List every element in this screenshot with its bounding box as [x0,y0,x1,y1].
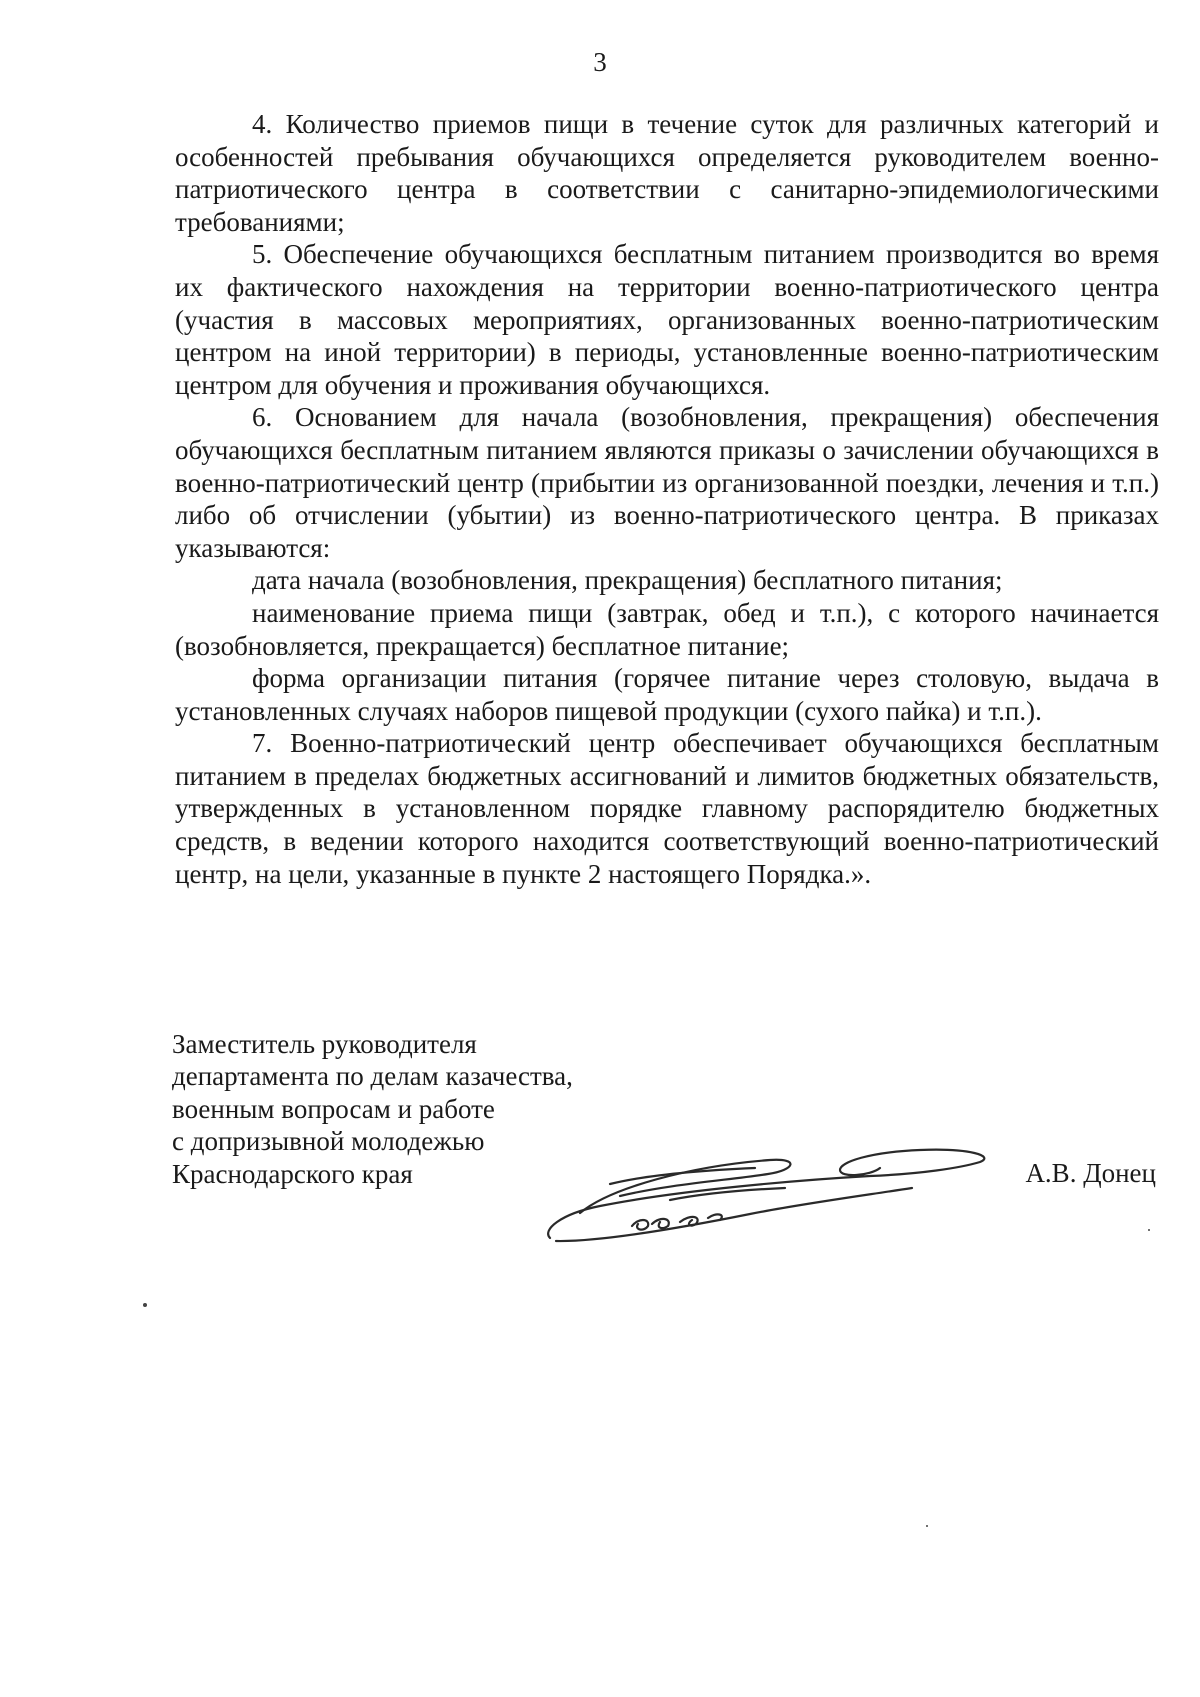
paragraph-order-meal-form: форма организации питания (горячее питание через столовую, выдача в установленных случаях наборов пищевой продукции (сухого пайка) и т.п.). [175,663,1159,726]
paragraph-item-7: 7. Военно-патриотический центр обеспечивает обучающихся бесплатным питанием в пределах бюджетных ассигнований и лимитов бюджетных обязательств, утвержденных в установленном порядке главному распорядителю бюджетных средств, в ведении которого находится соответствующий военно-патриотический центр, на цели, указанные в пункте 2 настоящего Порядка.». [175,728,1159,889]
signatory-position-line: департамента по делам казачества, [172,1061,573,1092]
scan-speck [143,1303,147,1307]
signatory-name: А.В. Донец [1025,1158,1156,1188]
signatory-position-line: Заместитель руководителя [172,1029,477,1059]
paragraph-item-5: 5. Обеспечение обучающихся бесплатным питанием производится во время их фактического нахождения на территории военно-патриотического центра (участия в массовых мероприятиях, организованных военно-патриотическим центром на иной территории) в периоды, установленные военно-патриотическим центром для обучения и проживания обучающихся. [175,239,1159,400]
scan-speck [1148,1229,1150,1231]
signature-stroke [610,1168,755,1184]
handwritten-signature [540,1118,1010,1253]
document-body [175,108,1159,890]
page-number: 3 [593,47,607,77]
paragraph-order-start-date: дата начала (возобновления, прекращения) бесплатного питания; [252,565,1003,596]
signatory-position-line: Краснодарского края [172,1158,413,1189]
paragraph-item-6: 6. Основанием для начала (возобновления, прекращения) обеспечения обучающихся бесплатным питанием являются приказы о зачислении обучающихся в военно-патриотический центр (прибытии из организованной поездки, лечения и т.п.) либо об отчислении (убытии) из военно-патриотического центра. В приказах указываются: [175,402,1159,563]
paragraph-order-meal-name: наименование приема пищи (завтрак, обед и т.п.), с которого начинается (возобновляется, прекращается) бесплатное питание; [175,597,1159,661]
scan-speck [926,1525,928,1527]
paragraph-item-4: 4. Количество приемов пищи в течение суток для различных категорий и особенностей пребывания обучающихся определяется руководителем военно-патриотического центра в соответствии с санитарно-эпидемиологическими требованиями; [175,109,1159,237]
signature-stroke [670,1188,785,1200]
signature-stroke [580,1160,790,1213]
signatory-position-line: с допризывной молодежью [172,1126,485,1157]
signatory-position-line: военным вопросам и работе [172,1093,495,1124]
